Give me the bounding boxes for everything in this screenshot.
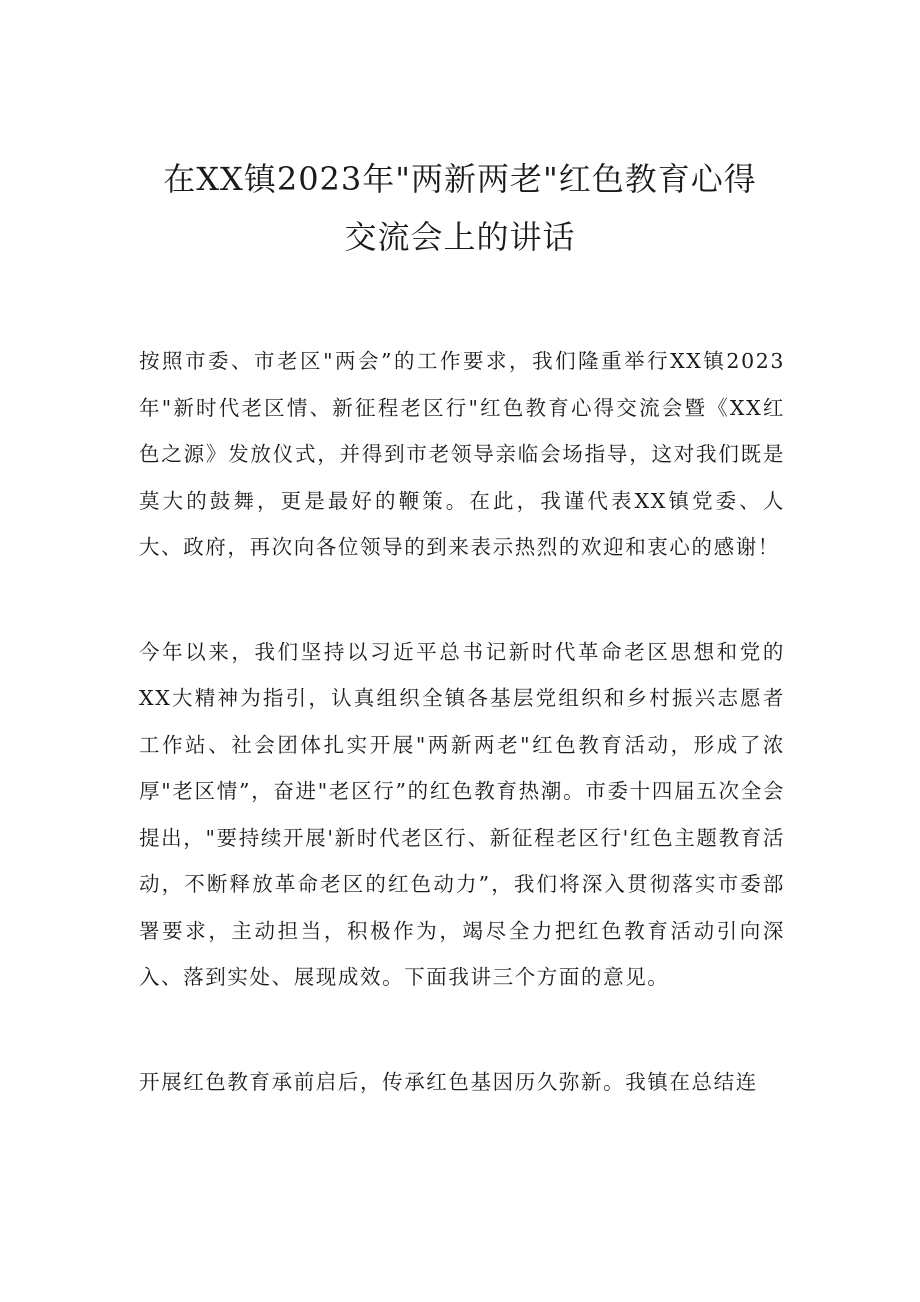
paragraph-2: 今年以来，我们坚持以习近平总书记新时代革命老区思想和党的XX大精神为指引，认真组织全镇各基层党组织和乡村振兴志愿者工作站、社会团体扎实开展"两新两老"红色教育活动，形成了浓厚"老区情”，奋进"老区行”的红色教育热潮。市委十四届五次全会提出，"要持续开展'新时代老区行、新征程老区行'红色主题教育活动，不断释放革命老区的红色动力”，我们将深入贯彻落实市委部署要求，主动担当，积极作为，竭尽全力把红色教育活动引向深入、落到实处、展现成效。下面我讲三个方面的意见。 [139, 639, 785, 989]
page-title [110, 150, 810, 266]
paragraph-1: 按照市委、市老区"两会”的工作要求，我们隆重举行XX镇2023年"新时代老区情、新征程老区行"红色教育心得交流会暨《XX红色之源》发放仪式，并得到市老领导亲临会场指导，这对我们既是莫大的鼓舞，更是最好的鞭策。在此，我谨代表XX镇党委、人大、政府，再次向各位领导的到来表示热烈的欢迎和衷心的感谢！ [139, 349, 785, 559]
title-line-2: 交流会上的讲话 [344, 218, 576, 256]
paragraph-3: 开展红色教育承前启后，传承红色基因历久弥新。我镇在总结连 [139, 1069, 758, 1094]
title-line-1: 在XX镇2023年"两新两老"红色教育心得 [163, 160, 757, 198]
document-body [139, 338, 785, 1163]
